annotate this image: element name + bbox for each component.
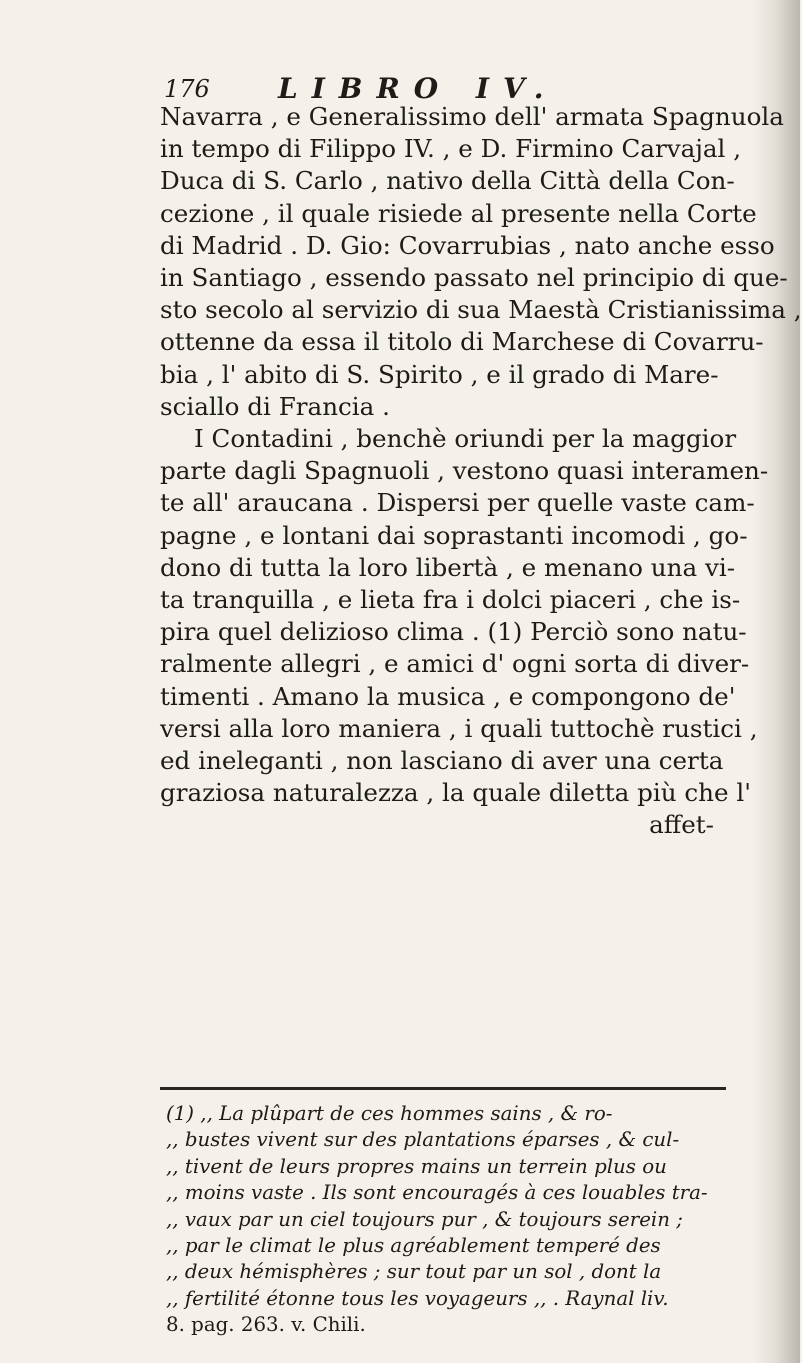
text-line: ta tranquilla , e lieta fra i dolci piaceri , che is- (160, 585, 741, 615)
text-line: parte dagli Spagnuoli , vestono quasi interamen- (160, 456, 769, 486)
footnote-line: ,, vaux par un ciel toujours pur , & toujours serein ; (166, 1207, 683, 1231)
footnote-line: (1) ,, La plûpart de ces hommes sains , & ro- (166, 1102, 613, 1125)
text-line: Navarra , e Generalissimo dell' armata Spagnuola (160, 102, 784, 131)
text-line: sto secolo al servizio di sua Maestà Cristianissima , (160, 295, 802, 325)
footnote-line: ,, par le climat le plus agréablement temperé des (166, 1234, 661, 1258)
footnote-line: ,, fertilité étonne tous les voyageurs ,, . Raynal liv. (166, 1286, 669, 1310)
main-text (160, 101, 802, 842)
footnote-line: ,, moins vaste . Ils sont encouragés à ces louables tra- (166, 1181, 708, 1205)
text-line: Duca di S. Carlo , nativo della Città della Con- (160, 166, 735, 196)
footnote-rule (160, 1087, 726, 1090)
text-line: timenti . Amano la musica , e compongono de' (160, 681, 736, 711)
page-number: 176 (164, 75, 210, 103)
text-line: pira quel delizioso clima . (1) Perciò sono natu- (160, 617, 747, 647)
text-line: pagne , e lontani dai soprastanti incomodi , go- (160, 520, 748, 550)
text-line: graziosa naturalezza , la quale diletta più che l' (160, 778, 751, 808)
running-head: LIBRO IV. (278, 72, 558, 105)
text-line: in Santiago , essendo passato nel principio di que- (160, 263, 788, 293)
text-line: cezione , il quale risiede al presente nella Corte (160, 198, 757, 228)
text-line: ottenne da essa il titolo di Marchese di Covarru- (160, 327, 764, 357)
text-line: dono di tutta la loro libertà , e menano una vi- (160, 552, 736, 582)
text-line: versi alla loro maniera , i quali tuttochè rustici , (160, 713, 758, 743)
text-line: di Madrid . D. Gio: Covarrubias , nato anche esso (160, 230, 775, 260)
footnote-line: ,, tivent de leurs propres mains un terrein plus ou (166, 1154, 667, 1178)
text-line: te all' araucana . Dispersi per quelle vaste cam- (160, 488, 755, 518)
text-line: ed ineleganti , non lasciano di aver una certa (160, 746, 724, 776)
paragraph-first-line: I Contadini , benchè oriundi per la maggior (194, 424, 737, 454)
text-line: in tempo di Filippo IV. , e D. Firmino Carvajal , (160, 134, 742, 164)
text-line: sciallo di Francia . (160, 391, 390, 421)
catchword: affet- (649, 810, 714, 840)
footnote-citation: 8. pag. 263. v. Chili. (166, 1313, 366, 1337)
text-line: ralmente allegri , e amici d' ogni sorta di diver- (160, 649, 750, 679)
footnote-line: ,, deux hémisphères ; sur tout par un sol , dont la (166, 1260, 662, 1284)
text-line: bia , l' abito di S. Spirito , e il grado di Mare- (160, 359, 719, 389)
footnote-line: ,, bustes vivent sur des plantations éparses , & cul- (166, 1128, 680, 1152)
footnote (166, 1101, 732, 1339)
